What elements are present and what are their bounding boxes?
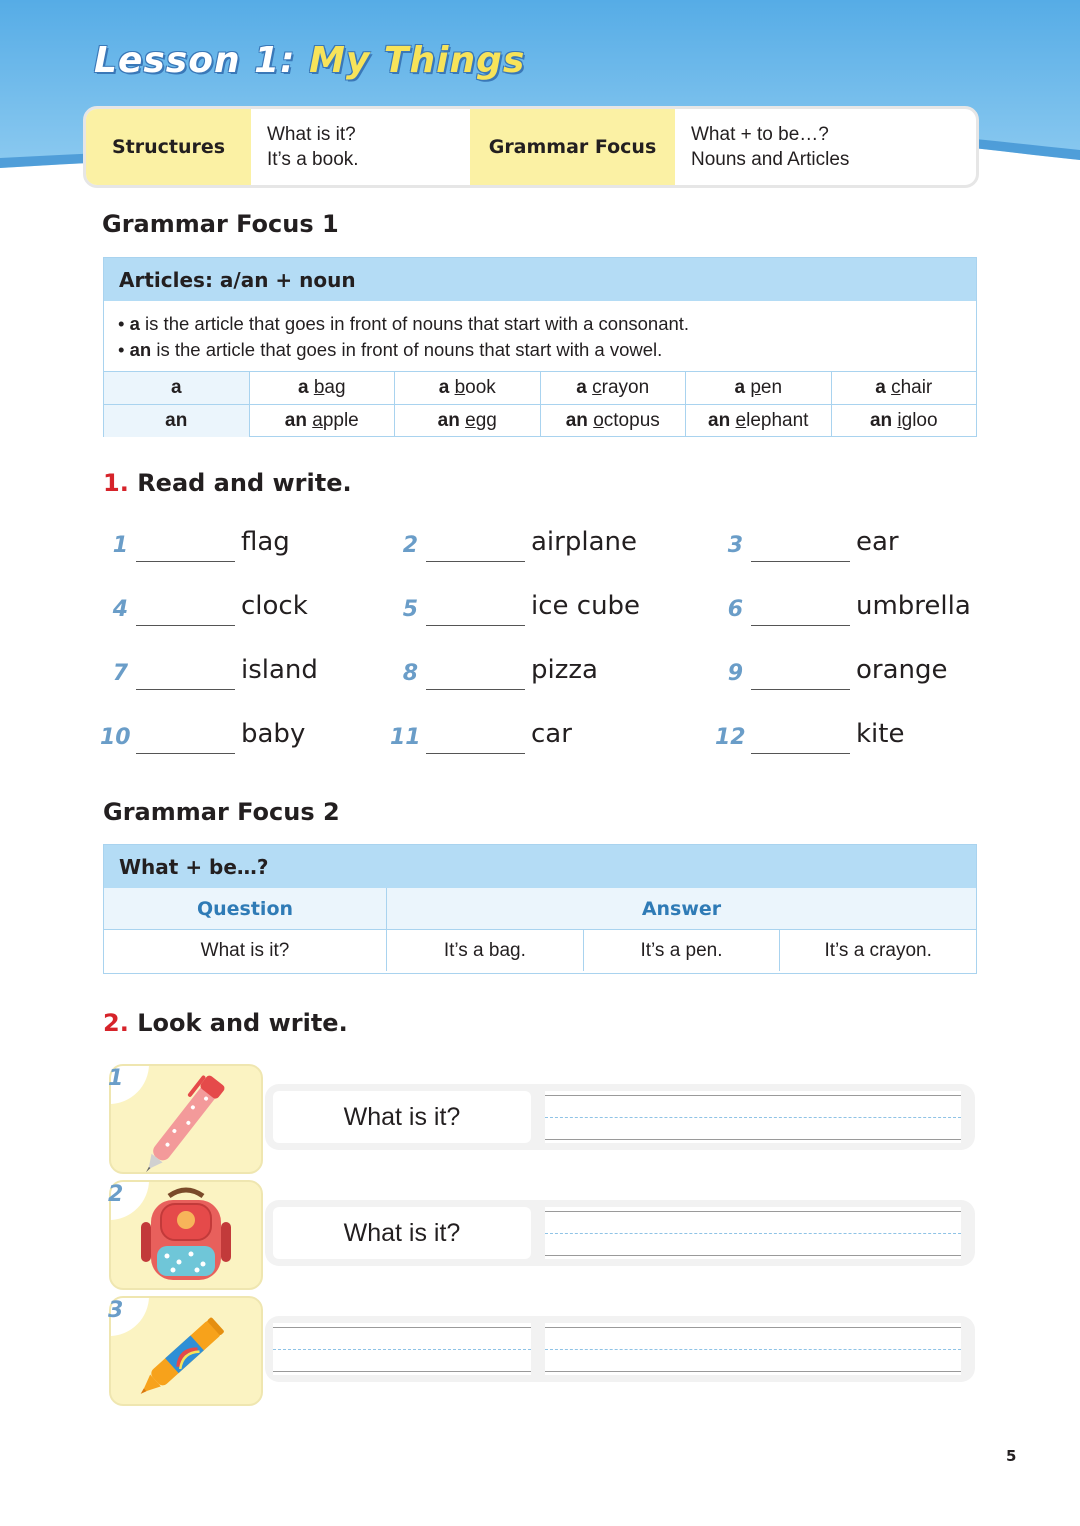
articles-box-title: Articles: a/an + noun	[104, 258, 976, 301]
grammar-focus-label: Grammar Focus	[470, 109, 675, 185]
structures-line-2: It’s a book.	[267, 149, 359, 170]
answer-blank[interactable]	[426, 689, 525, 690]
answer-strip	[265, 1084, 975, 1150]
answer-blank[interactable]	[136, 689, 235, 690]
structures-label: Structures	[86, 109, 251, 185]
answer-blank[interactable]	[136, 625, 235, 626]
answer-blank[interactable]	[426, 625, 525, 626]
qa-row	[104, 930, 976, 971]
picture-card-backpack	[109, 1180, 263, 1290]
answer-strip	[265, 1200, 975, 1266]
lesson-prefix: Lesson 1:	[94, 40, 296, 81]
answer-blank[interactable]	[136, 753, 235, 754]
question-header: Question	[104, 888, 387, 929]
article-example: a b ag	[250, 372, 396, 404]
article-example: a p en	[686, 372, 832, 404]
grammar-focus-2-heading: Grammar Focus 2	[103, 798, 340, 826]
write-line[interactable]	[545, 1207, 961, 1259]
article-example: an e gg	[395, 405, 541, 437]
what-be-box-title: What + be…?	[104, 845, 976, 888]
article-example: a c rayon	[541, 372, 687, 404]
page-number: 5	[1006, 1447, 1017, 1465]
item-number: 2	[108, 1182, 124, 1207]
answer-blank[interactable]	[426, 561, 525, 562]
answer-blank[interactable]	[751, 561, 850, 562]
grammar-focus-text	[675, 109, 976, 185]
article-example: an o ctopus	[541, 405, 687, 437]
write-line[interactable]	[545, 1323, 961, 1375]
answer-cell: It’s a bag.	[387, 930, 584, 971]
grammar-line-2: Nouns and Articles	[691, 149, 850, 170]
qa-header-row	[104, 888, 976, 930]
lesson-title	[94, 40, 525, 81]
answer-blank[interactable]	[751, 753, 850, 754]
structures-line-1: What is it?	[267, 124, 356, 145]
answer-blank[interactable]	[136, 561, 235, 562]
answer-blank[interactable]	[751, 689, 850, 690]
write-line[interactable]	[545, 1091, 961, 1143]
lesson-name: My Things	[309, 40, 526, 81]
item-number: 3	[108, 1298, 124, 1323]
answer-blank[interactable]	[426, 753, 525, 754]
article-example: an a pple	[250, 405, 396, 437]
question-box: What is it?	[273, 1091, 531, 1143]
article-example: an i gloo	[869, 410, 938, 431]
what-be-box	[103, 844, 977, 974]
rule-item: • an is the article that goes in front of nouns that start with a vowel.	[118, 339, 663, 360]
article-label: a	[104, 372, 250, 404]
article-row-an	[104, 405, 976, 437]
item-number: 1	[108, 1066, 124, 1091]
grammar-line-1: What + to be…?	[691, 124, 829, 145]
exercise-1-title: 1. Read and write.	[103, 469, 352, 497]
picture-card-pen	[109, 1064, 263, 1174]
article-example: an e lephant	[686, 405, 832, 437]
picture-card-crayon	[109, 1296, 263, 1406]
answer-cell: It’s a pen.	[584, 930, 781, 971]
question-write-line[interactable]	[273, 1323, 531, 1375]
article-example: a c hair	[875, 377, 933, 398]
article-label: an	[104, 405, 250, 437]
answer-cell: It’s a crayon.	[824, 939, 932, 961]
article-rules	[104, 301, 976, 372]
articles-box	[103, 257, 977, 437]
article-example: a b ook	[395, 372, 541, 404]
article-row-a	[104, 372, 976, 405]
lesson-info-bar	[83, 106, 979, 188]
answer-blank[interactable]	[751, 625, 850, 626]
exercise-2-title: 2. Look and write.	[103, 1009, 348, 1037]
question-box: What is it?	[273, 1207, 531, 1259]
question-cell: What is it?	[104, 930, 387, 971]
rule-item: • a is the article that goes in front of nouns that start with a consonant.	[118, 313, 690, 334]
structures-text	[251, 109, 470, 185]
grammar-focus-1-heading: Grammar Focus 1	[102, 210, 339, 238]
answer-strip	[265, 1316, 975, 1382]
answer-header: Answer	[641, 897, 722, 920]
